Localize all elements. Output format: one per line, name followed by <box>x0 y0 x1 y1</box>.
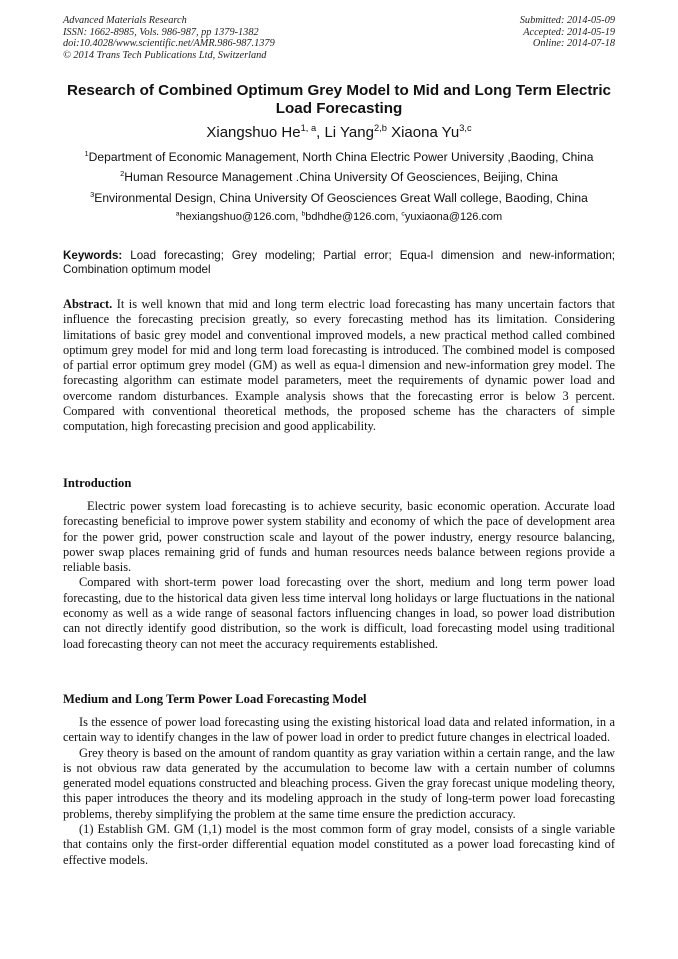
accepted-date: Accepted: 2014-05-19 <box>523 26 615 38</box>
section-heading-introduction: Introduction <box>63 476 132 490</box>
email-address: hexiangshuo@126.com, <box>179 211 299 223</box>
affiliation-1 <box>63 150 615 164</box>
affiliation-superscript: 3 <box>90 189 95 199</box>
introduction-body <box>63 499 615 652</box>
author-name: Li Yang <box>324 124 374 141</box>
paragraph: (1) Establish GM. GM (1,1) model is the most common form of gray model, consists of a single variable that contains only the first-order differential equation model constituted as a power load forecasting kind of effective models. <box>63 822 615 867</box>
email-superscript: b <box>301 210 306 218</box>
section-heading-model: Medium and Long Term Power Load Forecasting Model <box>63 692 367 706</box>
affiliation-text: Department of Economic Management, North China Electric Power University ,Baoding, China <box>88 150 594 164</box>
abstract-label: Abstract. <box>63 297 113 311</box>
keywords-block <box>63 249 615 277</box>
keywords-text: Load forecasting; Grey modeling; Partial error; Equa-l dimension and new-information; Combination optimum model <box>63 249 615 276</box>
issn-line: ISSN: 1662-8985, Vols. 986-987, pp 1379-1382 <box>63 26 259 38</box>
author-superscript: 3,c <box>459 123 472 133</box>
affiliation-text: Human Resource Management .China University Of Geosciences, Beijing, China <box>124 170 558 184</box>
submitted-date: Submitted: 2014-05-09 <box>519 15 615 26</box>
author-list: Xiangshuo He$^{1, a}$, Li Yang$^{2,b}$ Xiaona Yu$^{3,c}$ <box>206 123 472 141</box>
affiliation-2 <box>63 170 615 184</box>
email-address: yuxiaona@126.com <box>404 211 503 223</box>
model-body <box>63 715 615 868</box>
paragraph: Grey theory is based on the amount of random quantity as gray variation within a certain range, and the law is not obvious raw data generated by the accumulation to become law with a certain number of columns generated model equations constructed and bleaching process. Given the gray forecast unique modeling theory, this paper introduces the theory and its modeling approach in the study of long-term power load forecasting problems, thereby simplifying the problem at the same time ensure the prediction accuracy. <box>63 745 615 821</box>
journal-name: Advanced Materials Research <box>63 15 187 26</box>
journal-info <box>63 15 275 61</box>
copyright-line: © 2014 Trans Tech Publications Ltd, Switzerland <box>63 49 267 61</box>
paragraph: Is the essence of power load forecasting using the existing historical load data and related information, in a certain way to identify changes in the law of power load in order to predict future changes in electrical loaded. <box>63 715 615 745</box>
keywords-label: Keywords: <box>63 249 123 262</box>
paragraph: Electric power system load forecasting is to achieve security, basic economic operation. Accurate load forecasting beneficial to improve power system stability and economy of which the pace of development area for the power grid, power construction scale and layout of the power industry, energy resource balancing, power swap places remaining grid of funds and human resources needs balance between regions provide a reliable basis. <box>63 499 615 575</box>
email-list <box>63 211 615 224</box>
affiliation-text: Environmental Design, China University Of Geosciences Great Wall college, Baoding, China <box>94 191 588 205</box>
affiliation-3 <box>63 191 615 205</box>
affiliation-superscript: 1 <box>84 148 89 158</box>
publication-dates <box>520 15 615 50</box>
email-address: bdhdhe@126.com, <box>305 211 399 223</box>
abstract-text: It is well known that mid and long term electric load forecasting has many uncertain factors that influence the forecasting precision greatly, so every forecasting method has its limitation. Considering limitations of basic grey model and conventional improved models, a new practical method called combined optimum grey model for mid and long term load forecasting is introduced. The combined model is composed of partial error optimum grey model (GM) as well as equa-l dimension and new-information grey model. The forecasting algorithm can estimate model parameters, meet the requirements of dynamic power load and overcome random disturbances. Example analysis shows that the forecasting error is below 3 percent. Compared with conventional theoretical methods, the proposed scheme has the characters of simple computation, high forecasting precision and good applicability. <box>63 297 615 434</box>
author-superscript: 1, a <box>300 123 317 133</box>
paragraph: Compared with short-term power load forecasting over the short, medium and long term power load forecasting, due to the historical data given less time interval long holidays or large fluctuations in the national economy as well as a wide range of seasonal factors influencing changes in load, so power load distribution can not directly identify good distribution, so the work is difficult, load forecasting model using traditional load forecasting theory can not meet the accuracy requirements established. <box>63 575 615 651</box>
doi-line: doi:10.4028/www.scientific.net/AMR.986-987.1379 <box>63 38 275 50</box>
author-superscript: 2,b <box>373 123 387 133</box>
online-date: Online: 2014-07-18 <box>532 38 615 50</box>
abstract-block <box>63 297 615 435</box>
email-superscript: a <box>175 210 180 218</box>
email-superscript: c <box>401 210 405 218</box>
author-name: Xiaona Yu <box>391 124 460 141</box>
affiliation-superscript: 2 <box>120 168 125 178</box>
author-name: Xiangshuo He <box>206 124 301 141</box>
paper-title: Research of Combined Optimum Grey Model to Mid and Long Term Electric Load Forecasting <box>66 82 611 117</box>
